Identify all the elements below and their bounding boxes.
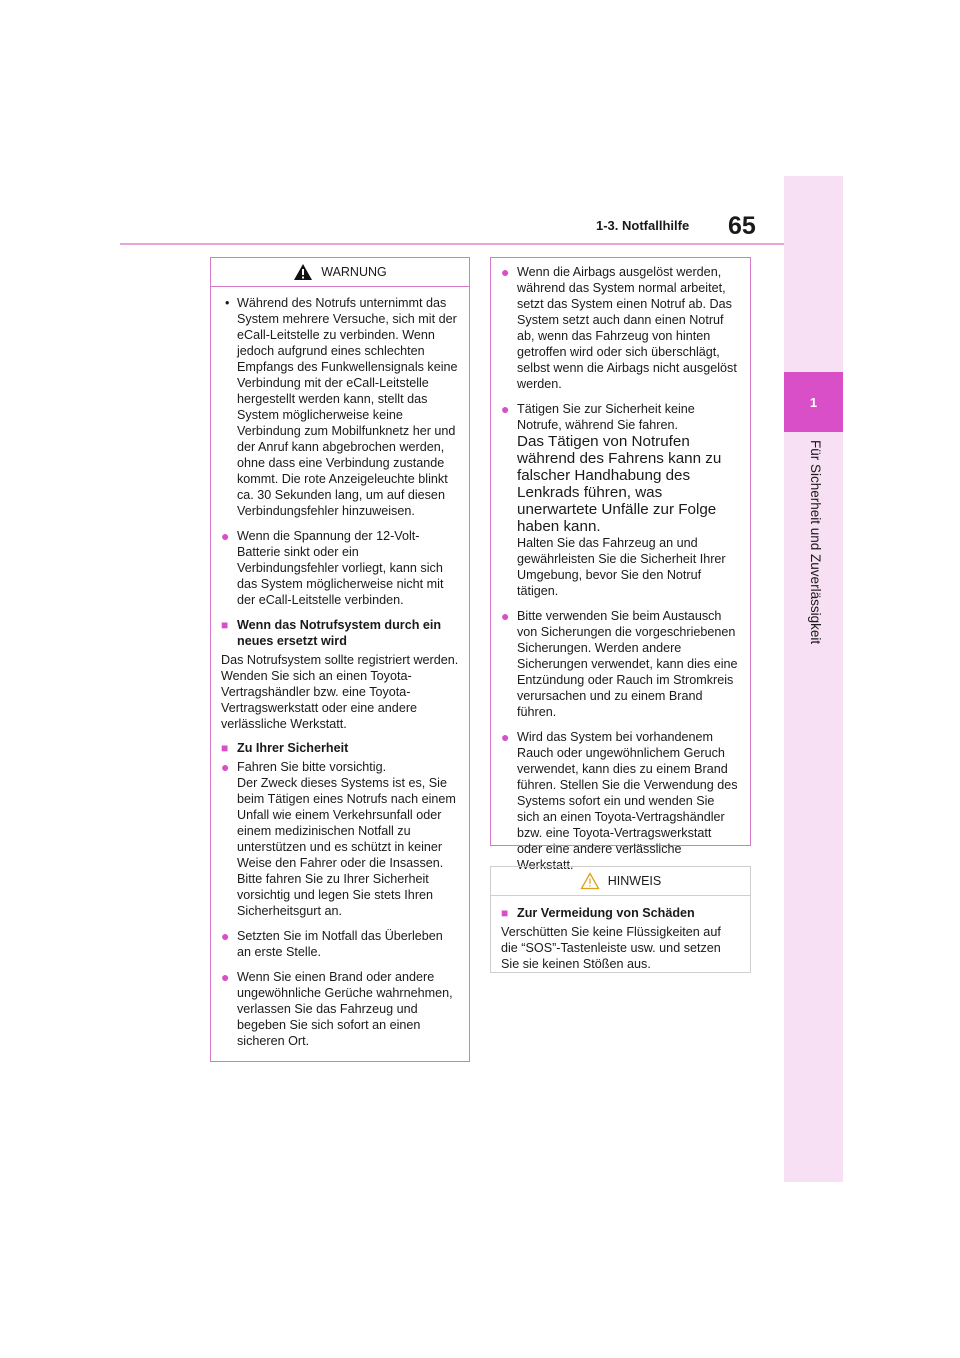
warning-item-text: Wenn die Spannung der 12-Volt-Batterie sinkt oder ein Verbindungsfehler vorliegt, kann sich das System möglicherweise nicht mit der eCall-Leitstelle verbinden. xyxy=(237,529,444,607)
safety-item-text: Wenn Sie einen Brand oder andere ungewöhnliche Gerüche wahrnehmen, verlassen Sie das Fahrzeug und begeben Sie sich sofort an einen sicheren Ort. xyxy=(237,970,453,1048)
caution-outline-icon xyxy=(580,872,600,890)
warning-box-right xyxy=(490,257,751,872)
circle-bullet-icon: ● xyxy=(501,729,510,745)
square-bullet-icon: ■ xyxy=(221,618,229,632)
square-bullet-icon: ■ xyxy=(501,906,509,920)
section-heading xyxy=(221,617,459,649)
safety-item-text: Wird das System bei vorhandenem Rauch oder ungewöhnlichem Geruch verwendet, kann dies zu einem Brand führen. Stellen Sie die Verwendung des Systems sofort ein und wenden Sie sich an einen Toyota-Vertragshändler bzw. eine Toyota-Vertragswerkstatt oder eine andere verlässliche Werkstatt. xyxy=(517,730,738,872)
safety-item xyxy=(501,401,740,599)
circle-bullet-icon: ● xyxy=(221,969,230,985)
warning-header xyxy=(211,258,469,287)
safety-item xyxy=(501,608,740,720)
notice-box xyxy=(490,866,751,973)
section-heading xyxy=(221,740,459,756)
safety-item-emphasis: Das Tätigen von Notrufen während des Fahrens kann zu falscher Handhabung des Lenkrads führen, was unerwartete Unfälle zur Folge haben kann. xyxy=(517,433,722,535)
safety-item-text: Tätigen Sie zur Sicherheit keine Notrufe, während Sie fahren. xyxy=(517,402,695,432)
warning-item xyxy=(221,528,459,608)
warning-icon xyxy=(293,263,313,281)
square-bullet-icon: ■ xyxy=(221,741,229,755)
notice-title: HINWEIS xyxy=(607,874,662,888)
header-rule xyxy=(120,243,784,245)
warning-item-text: Während des Notrufs unternimmt das System mehrere Versuche, sich mit der eCall-Leitstelle zu verbinden. Wenn jedoch aufgrund eines schlechten Empfangs des Funkwellensignals keine Verbindung mit der eCall-Leitstelle hergestellt werden kann, stellt das System möglicherweise keine Verbindung zum Mobilfunknetz her und der Anruf kann abgebrochen werden, ohne dass eine Verbindung zustande kommt. Die rote Anzeigeleuchte blinkt ca. 30 Sekunden lang, um auf diesen Verbindungsfehler hinzuweisen. xyxy=(237,296,458,518)
chapter-title: 1-3. Notfallhilfe xyxy=(596,218,690,233)
safety-item-text: Bitte verwenden Sie beim Austausch von Sicherungen die vorgeschriebenen Sicherungen. Werden andere Sicherungen verwendet, kann dies eine Entzündung oder Rauch im Stromkreis verursachen und zu einem Brand führen. xyxy=(517,609,738,719)
page-number: 65 xyxy=(728,212,756,240)
notice-text: Verschütten Sie keine Flüssigkeiten auf die “SOS”-Tastenleiste usw. und setzen Sie sie keinen Stößen aus. xyxy=(501,925,721,971)
section-heading-text: Zur Vermeidung von Schäden xyxy=(517,906,695,920)
section-heading-text: Wenn das Notrufsystem durch ein neues ersetzt wird xyxy=(237,618,442,648)
circle-bullet-icon: ● xyxy=(221,928,230,944)
safety-item xyxy=(221,969,459,1049)
safety-item xyxy=(221,759,459,919)
warning-box-left xyxy=(210,257,470,1062)
safety-item xyxy=(501,729,740,873)
notice-header xyxy=(491,867,750,896)
circle-bullet-icon: ● xyxy=(501,608,510,624)
safety-item-text: Setzten Sie im Notfall das Überleben an erste Stelle. xyxy=(237,929,443,959)
section-text: Das Notrufsystem sollte registriert werden. Wenden Sie sich an einen Toyota-Vertragshändler bzw. eine Toyota-Vertragswerkstatt oder eine andere verlässliche Werkstatt. xyxy=(221,653,459,731)
safety-item xyxy=(221,928,459,960)
side-tab xyxy=(784,176,843,1182)
warning-title: WARNUNG xyxy=(321,265,387,279)
circle-bullet-icon: ● xyxy=(221,528,230,544)
safety-item-text: Wenn die Airbags ausgelöst werden, während das System normal arbeitet, setzt das System einen Notruf ab. Das System setzt auch dann einen Notruf ab, wenn das Fahrzeug von hinten getroffen wird oder sich überschlägt, selbst wenn die Airbags nicht ausgelöst werden. xyxy=(517,265,737,391)
side-tab-number: 1 xyxy=(784,372,843,432)
circle-bullet-icon: ● xyxy=(501,401,510,417)
side-tab-title: Für Sicherheit und Zuverlässigkeit xyxy=(808,440,823,645)
safety-item-text: Halten Sie das Fahrzeug an und gewährleisten Sie die Sicherheit Ihrer Umgebung, bevor Sie den Notruf tätigen. xyxy=(517,536,726,598)
safety-item xyxy=(501,264,740,392)
circle-bullet-icon: ● xyxy=(501,264,510,280)
warning-item xyxy=(221,295,459,519)
section-heading-text: Zu Ihrer Sicherheit xyxy=(237,741,349,755)
circle-bullet-icon: ● xyxy=(221,759,230,775)
dash-bullet: • xyxy=(225,296,230,310)
safety-item-text: Fahren Sie bitte vorsichtig. Der Zweck dieses Systems ist es, Sie beim Tätigen eines Notrufs nach einem Unfall wie einem Verkehrsunfall oder einem medizinischen Notfall zu unterstützen und es schützt in keiner Weise den Fahrer oder die Insassen. Bitte fahren Sie zu Ihrer Sicherheit vorsichtig und legen Sie stets Ihren Sicherheitsgurt an. xyxy=(237,760,456,918)
section-heading xyxy=(501,905,740,921)
